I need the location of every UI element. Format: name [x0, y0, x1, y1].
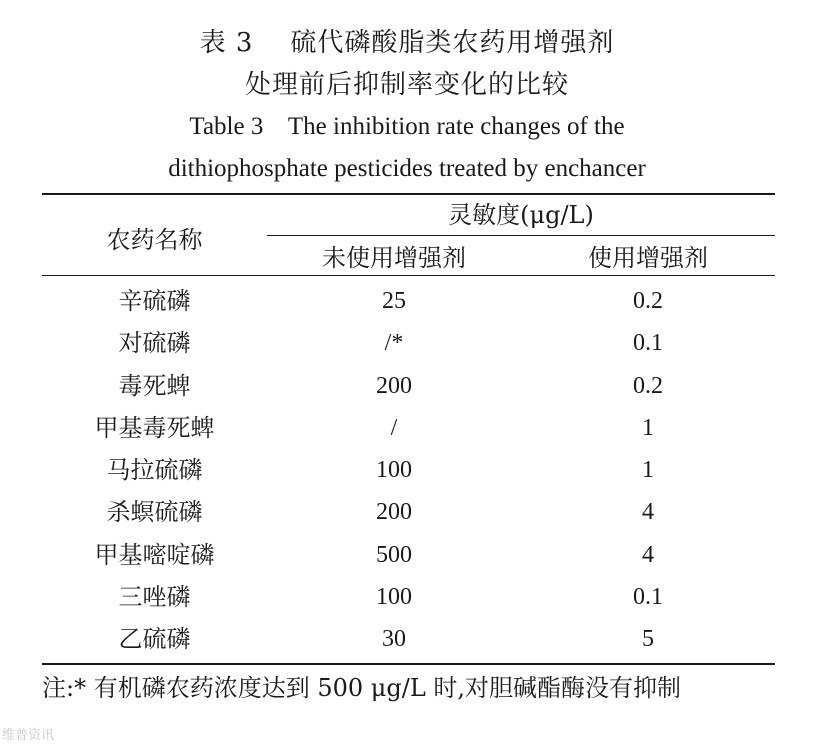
table-footnote: 注:* 有机磷农药浓度达到 500 μg/L 时,对胆碱酯酶没有抑制: [42, 674, 682, 702]
caption-english-line-1: Table 3 The inhibition rate changes of the: [189, 113, 625, 140]
caption-english-line-2: dithiophosphate pesticides treated by enchancer: [168, 155, 646, 182]
table-row: [42, 618, 775, 660]
table-caption: [0, 22, 814, 190]
table-bottom-rule: [42, 663, 775, 665]
header-without-enhancer: 未使用增强剂: [322, 244, 466, 272]
without-enhancer-cell: 25: [382, 288, 406, 314]
caption-chinese-line-1: 表 3 硫代磷酸脂类农药用增强剂: [199, 28, 615, 58]
table-top-rule: [42, 193, 775, 195]
without-enhancer-cell: /*: [384, 330, 404, 357]
table-row: [42, 407, 775, 449]
header-with-enhancer: 使用增强剂: [588, 244, 708, 272]
pesticide-name-cell: 乙硫磷: [118, 625, 191, 654]
pesticide-name-cell: 马拉硫磷: [106, 456, 203, 485]
table-row: [42, 365, 775, 407]
with-enhancer-cell: 0.1: [633, 330, 663, 357]
pesticide-name-cell: 对硫磷: [118, 329, 191, 358]
with-enhancer-cell: 1: [642, 457, 654, 484]
with-enhancer-cell: 4: [642, 499, 654, 526]
table-row: [42, 534, 775, 576]
without-enhancer-cell: 200: [376, 499, 412, 526]
pesticide-name-cell: 甲基嘧啶磷: [94, 540, 215, 569]
header-sensitivity: 灵敏度(μg/L): [448, 201, 594, 229]
table-row: [42, 491, 775, 533]
caption-chinese-line-2: 处理前后抑制率变化的比较: [244, 70, 569, 100]
header-bottom-rule: [42, 275, 775, 276]
without-enhancer-cell: 30: [382, 626, 406, 653]
table-body: [42, 280, 775, 661]
table-row: [42, 449, 775, 491]
pesticide-name-cell: 甲基毒死蜱: [94, 413, 215, 442]
with-enhancer-cell: 0.1: [633, 584, 663, 611]
header-group-rule: [267, 235, 775, 236]
table-row: [42, 576, 775, 618]
table-row: [42, 280, 775, 322]
with-enhancer-cell: 5: [642, 626, 654, 653]
without-enhancer-cell: 500: [376, 541, 412, 568]
without-enhancer-cell: /: [390, 414, 398, 441]
with-enhancer-cell: 1: [642, 414, 654, 441]
without-enhancer-cell: 100: [376, 584, 412, 611]
pesticide-name-cell: 毒死蜱: [118, 371, 191, 400]
header-pesticide-name: 农药名称: [106, 226, 203, 254]
pesticide-name-cell: 辛硫磷: [118, 287, 191, 315]
without-enhancer-cell: 200: [376, 372, 412, 399]
table-row: [42, 322, 775, 364]
with-enhancer-cell: 0.2: [633, 372, 663, 399]
without-enhancer-cell: 100: [376, 457, 412, 484]
with-enhancer-cell: 0.2: [633, 288, 663, 314]
with-enhancer-cell: 4: [642, 541, 654, 568]
pesticide-name-cell: 三唑磷: [118, 583, 191, 612]
pesticide-name-cell: 杀螟硫磷: [106, 498, 203, 527]
watermark: 维普资讯: [2, 728, 55, 743]
